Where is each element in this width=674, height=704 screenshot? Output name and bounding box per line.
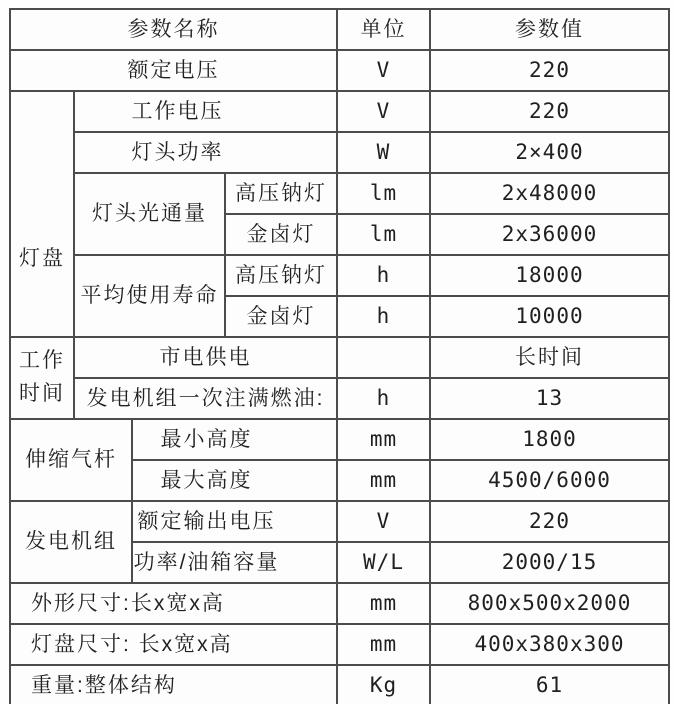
avg-life-group-cell: 平均使用寿命: [74, 255, 225, 337]
working-voltage-unit-cell: V: [337, 91, 430, 132]
header-param-name: 参数名称: [10, 9, 337, 50]
min-height-value-cell: 1800: [430, 419, 669, 460]
power-tank-capacity-unit-cell: W/L: [337, 542, 430, 583]
avg-life-mh-unit-cell: h: [337, 296, 430, 337]
row-overall-dimensions: [10, 583, 669, 624]
row-rated-output-voltage: [10, 501, 669, 542]
group-generator-set: 发电机组: [10, 501, 132, 583]
lamp-panel-dimensions-value-cell: 400x380x300: [430, 624, 669, 665]
group-telescopic-pole: 伸缩气杆: [10, 419, 132, 501]
row-working-voltage: [10, 91, 669, 132]
generator-full-fuel-unit-cell: h: [337, 378, 430, 419]
luminous-flux-mh-value-cell: 2x36000: [430, 214, 669, 255]
rated-voltage-name-cell: 额定电压: [10, 50, 337, 91]
lamp-head-power-unit-cell: W: [337, 132, 430, 173]
max-height-name-cell: 最大高度: [132, 460, 337, 501]
avg-life-mh-value-cell: 10000: [430, 296, 669, 337]
avg-life-mh-name-cell: 金卤灯: [225, 296, 337, 337]
power-tank-capacity-name-cell: 功率/油箱容量: [132, 542, 337, 583]
row-generator-full-fuel: [10, 378, 669, 419]
lamp-head-power-name-cell: 灯头功率: [74, 132, 337, 173]
rated-output-voltage-value-cell: 220: [430, 501, 669, 542]
working-voltage-value-cell: 220: [430, 91, 669, 132]
luminous-flux-mh-name-cell: 金卤灯: [225, 214, 337, 255]
weight-value-cell: 61: [430, 665, 669, 704]
rated-voltage-value-cell: 220: [430, 50, 669, 91]
spec-table: [9, 8, 670, 704]
max-height-value-cell: 4500/6000: [430, 460, 669, 501]
header-unit: 单位: [337, 9, 430, 50]
min-height-name-cell: 最小高度: [132, 419, 337, 460]
group-working-time: 工作时间: [10, 337, 74, 419]
rated-voltage-unit-cell: V: [337, 50, 430, 91]
row-min-height: [10, 419, 669, 460]
luminous-flux-hps-value-cell: 2x48000: [430, 173, 669, 214]
header-row: [10, 9, 669, 50]
group-lamp-panel: 灯盘: [10, 91, 74, 337]
rated-output-voltage-unit-cell: V: [337, 501, 430, 542]
mains-supply-name-cell: 市电供电: [74, 337, 337, 378]
avg-life-hps-name-cell: 高压钠灯: [225, 255, 337, 296]
avg-life-hps-value-cell: 18000: [430, 255, 669, 296]
luminous-flux-mh-unit-cell: lm: [337, 214, 430, 255]
overall-dimensions-unit-cell: mm: [337, 583, 430, 624]
lamp-head-power-value-cell: 2×400: [430, 132, 669, 173]
lamp-panel-dimensions-unit-cell: mm: [337, 624, 430, 665]
row-luminous-flux-hps: [10, 173, 669, 214]
row-weight: [10, 665, 669, 704]
luminous-flux-group-cell: 灯头光通量: [74, 173, 225, 255]
generator-full-fuel-name-cell: 发电机组一次注满燃油:: [74, 378, 337, 419]
row-rated-voltage: [10, 50, 669, 91]
min-height-unit-cell: mm: [337, 419, 430, 460]
mains-supply-value-cell: 长时间: [430, 337, 669, 378]
mains-supply-unit-cell: [337, 337, 430, 378]
lamp-panel-dimensions-name-cell: 灯盘尺寸: 长x宽x高: [10, 624, 337, 665]
rated-output-voltage-name-cell: 额定输出电压: [132, 501, 337, 542]
row-lamp-head-power: [10, 132, 669, 173]
avg-life-hps-unit-cell: h: [337, 255, 430, 296]
weight-unit-cell: Kg: [337, 665, 430, 704]
overall-dimensions-value-cell: 800x500x2000: [430, 583, 669, 624]
generator-full-fuel-value-cell: 13: [430, 378, 669, 419]
header-param-value: 参数值: [430, 9, 669, 50]
working-voltage-name-cell: 工作电压: [74, 91, 337, 132]
power-tank-capacity-value-cell: 2000/15: [430, 542, 669, 583]
overall-dimensions-name-cell: 外形尺寸:长x宽x高: [10, 583, 337, 624]
luminous-flux-hps-unit-cell: lm: [337, 173, 430, 214]
row-lamp-panel-dimensions: [10, 624, 669, 665]
max-height-unit-cell: mm: [337, 460, 430, 501]
luminous-flux-hps-name-cell: 高压钠灯: [225, 173, 337, 214]
row-avg-life-hps: [10, 255, 669, 296]
weight-name-cell: 重量:整体结构: [10, 665, 337, 704]
row-mains-supply: [10, 337, 669, 378]
